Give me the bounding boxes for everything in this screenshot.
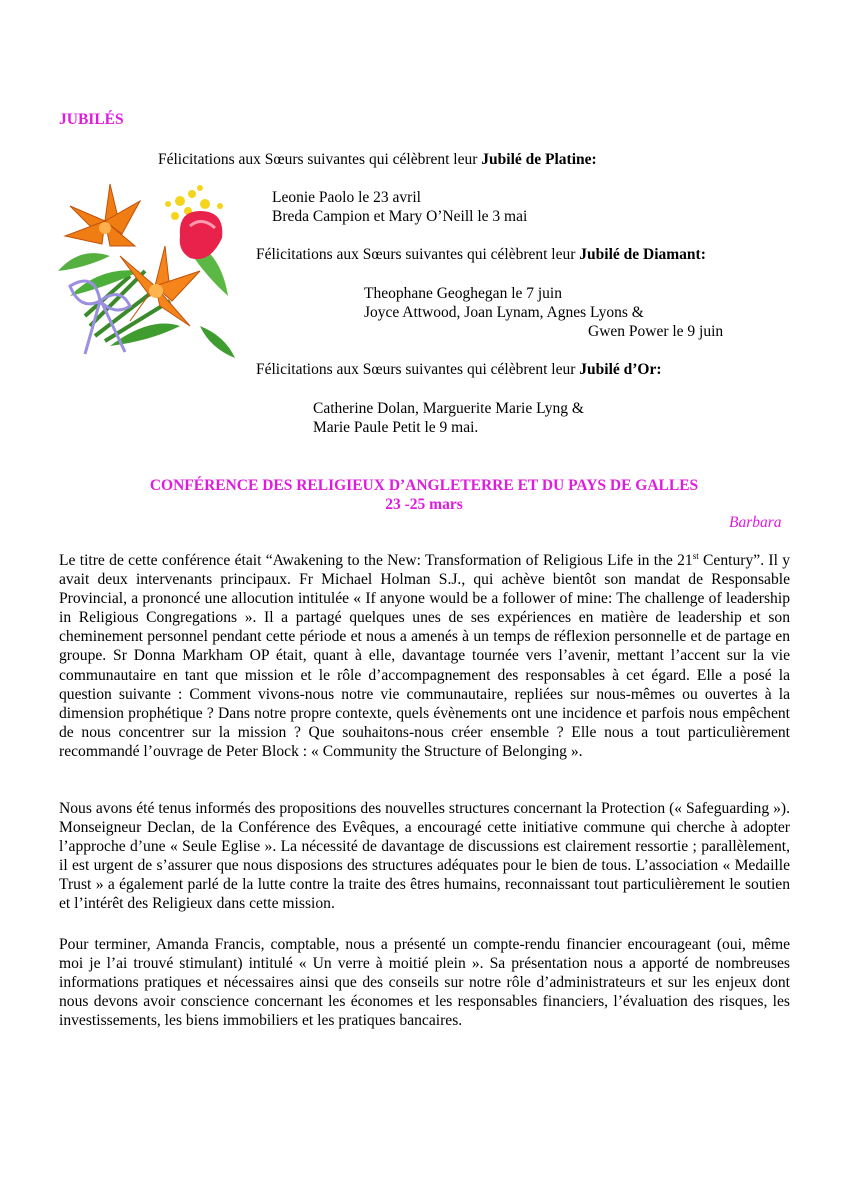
or-jubilee-label: Jubilé d’Or: [579, 361, 662, 378]
p1-part-a: Le titre de cette conférence était “Awakening to the New: Transformation of Religious Life in the 21 [59, 552, 693, 569]
platine-intro-line [158, 150, 597, 169]
diamant-name-2: Joyce Attwood, Joan Lynam, Agnes Lyons & [364, 304, 644, 321]
diamant-intro: Félicitations aux Sœurs suivantes qui célèbrent leur [256, 246, 580, 263]
p1-part-b: Century”. Il y avait deux intervenants principaux. Fr Michael Holman S.J., qui achève bientôt son mandat de Responsable Provincial, a prononcé une allocution intitulée « If anyone would be a follower of mine: The challenge of leadership in Religious Congregations ». Il a partagé quelques unes de ses expériences en matière de leadership et son cheminement personnel pendant cette période et nous a amenés à un temps de réflexion personnelle et de partage en groupe. Sr Donna Markham OP était, quant à elle, davantage tournée vers l’avenir, mettant l’accent sur la vie communautaire en tant que mission et le rôle d’accompagnement des responsables à cet égard. Elle a posé la question suivante : Comment vivons-nous notre vie communautaire, repliées sur nous-mêmes ou ouvertes à la dimension prophétique ? Dans notre propre contexte, quels évènements ont une incidence et parfois nous empêchent de nous concentrer sur la mission ? Que souhaitons-nous créer ensemble ? Elle nous a tout particulièrement recommandé l’ouvrage de Peter Block : « Community the Structure of Belonging ». [59, 552, 791, 760]
conference-title: CONFÉRENCE DES RELIGIEUX D’ANGLETERRE ET DU PAYS DE GALLES [149, 477, 699, 494]
p3-text: Pour terminer, Amanda Francis, comptable, nous a présenté un compte-rendu financier encourageant (oui, même moi je l’ai trouvé stimulant) intitulé « Un verre à moitié plein ». Sa présentation nous a apporté de nombreuses informations pratiques et nécessaires ainsi que des conseils sur notre rôle d’administrateurs et sur les enjeux dont nous devons avoir conscience concernant les économes et les responsables financiers, l’évaluation des risques, les investissements, les biens immobiliers et les pratiques bancaires. [59, 936, 790, 1030]
paragraph-3 [59, 935, 790, 1030]
platine-name-1: Leonie Paolo le 23 avril [272, 189, 421, 206]
p1-superscript: st [692, 551, 699, 561]
platine-intro: Félicitations aux Sœurs suivantes qui célèbrent leur [158, 151, 482, 168]
platine-name-2: Breda Campion et Mary O’Neill le 3 mai [272, 208, 528, 225]
diamant-name-1: Theophane Geoghegan le 7 juin [364, 285, 562, 302]
paragraph-2 [59, 799, 790, 914]
diamant-name-3: Gwen Power le 9 juin [588, 323, 724, 340]
or-intro: Félicitations aux Sœurs suivantes qui célèbrent leur [256, 361, 580, 378]
article-author: Barbara [729, 514, 782, 531]
platine-jubilee-label: Jubilé de Platine: [481, 151, 597, 168]
p2-text: Nous avons été tenus informés des propositions des nouvelles structures concernant la Protection (« Safeguarding »). Monseigneur Declan, de la Conférence des Evêques, a encouragé cette initiative commune qui cherche à adopter l’approche d’une « Seule Eglise ». La nécessité de davantage de discussions est clairement ressortie ; parallèlement, il est urgent de s’assurer que nous disposions des structures adéquates pour le bien de tous. L’association « Medaille Trust » a également parlé de la lutte contre la traite des êtres humains, reconnaissant tout particulièrement le soutien et l’intérêt des Religieux dans cette mission. [59, 800, 790, 913]
diamant-jubilee-label: Jubilé de Diamant: [579, 246, 706, 263]
or-intro-line [256, 360, 662, 379]
paragraph-1 [59, 551, 790, 761]
flower-bouquet-icon [50, 176, 238, 360]
diamant-intro-line [256, 245, 706, 264]
or-name-2: Marie Paule Petit le 9 mai. [313, 419, 479, 436]
conference-dates: 23 -25 mars [385, 496, 463, 513]
jubiles-heading: JUBILÉS [59, 111, 124, 128]
or-name-1: Catherine Dolan, Marguerite Marie Lyng & [313, 400, 584, 417]
